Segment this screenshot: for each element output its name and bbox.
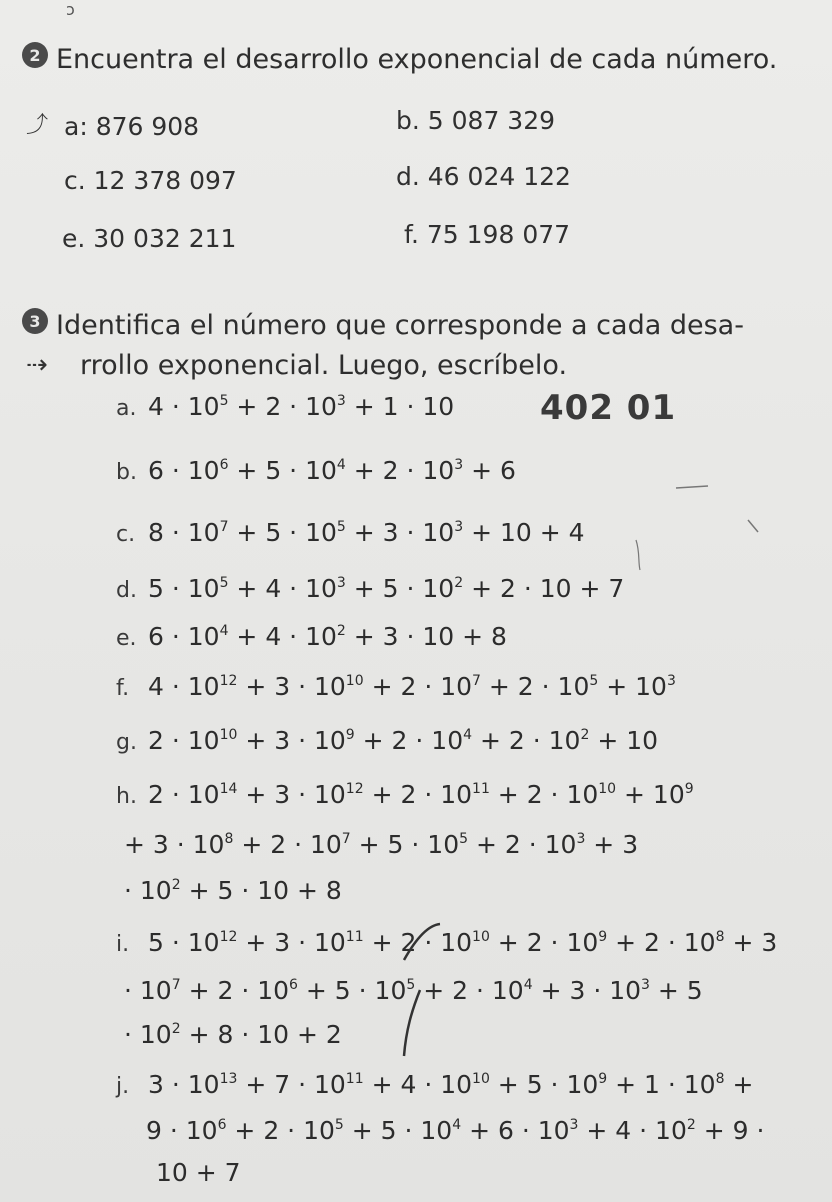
expression-text: · $10^7 + 2 \cdot 10^6 + 5 \cdot 10^5 + 2 \cdot 10^4 + 3 \cdot 10^3 + 5$ xyxy=(124,976,703,1005)
expression-text: $4 \cdot 10^{12} + 3 \cdot 10^{10} + 2 \cdot 10^7 + 2 \cdot 10^5 + 10^3$ xyxy=(148,672,676,701)
expression-text: + $3 \cdot 10^8 + 2 \cdot 10^7 + 5 \cdot 10^5 + 2 \cdot 10^3 + 3$ xyxy=(124,830,639,859)
number-item-c: c. 12 378 097 xyxy=(64,166,237,195)
expression-text: $8 \cdot 10^7 + 5 \cdot 10^5 + 3 \cdot 10^3 + 10 + 4$ xyxy=(148,518,585,547)
expression-label: j. xyxy=(116,1074,130,1099)
expression-text: $2 \cdot 10^{14} + 3 \cdot 10^{12} + 2 \cdot 10^{11} + 2 \cdot 10^{10} + 10^9$ xyxy=(148,780,694,809)
expression-label: e. xyxy=(116,626,137,651)
number-item-b: b. 5 087 329 xyxy=(396,106,556,135)
exercise-3-header xyxy=(22,306,796,386)
expression-text: · $10^2 + 8 \cdot 10 + 2$ xyxy=(124,1020,342,1049)
exercise-2-header xyxy=(22,40,796,80)
exercise-3-instruction-line2: rrollo exponencial. Luego, escríbelo. xyxy=(80,350,568,381)
expression-text: 10 + 7 xyxy=(156,1158,241,1187)
pencil-tick-icon: ⤴ xyxy=(26,113,49,138)
expression-label: g. xyxy=(116,730,137,755)
expression-text: $6 \cdot 10^4 + 4 \cdot 10^2 + 3 \cdot 10 + 8$ xyxy=(148,622,507,651)
number-item-d: d. 46 024 122 xyxy=(396,162,571,191)
expression-label: a. xyxy=(116,396,137,421)
expression-label: c. xyxy=(116,522,136,547)
exercise-number-badge: 2 xyxy=(22,42,48,68)
exercise-number-badge: 3 xyxy=(22,308,48,334)
expression-text: $5 \cdot 10^5 + 4 \cdot 10^3 + 5 \cdot 10^2 + 2 \cdot 10 + 7$ xyxy=(148,574,625,603)
expression-text: $3 \cdot 10^{13} + 7 \cdot 10^{11} + 4 \cdot 10^{10} + 5 \cdot 10^9 + 1 \cdot 10^8$ + xyxy=(148,1070,754,1099)
expression-text: · $10^2 + 5 \cdot 10 + 8$ xyxy=(124,876,342,905)
number-item-f: f. 75 198 077 xyxy=(404,220,571,249)
number-item-e: e. 30 032 211 xyxy=(62,224,237,253)
arrow-right-icon: ⇢ xyxy=(26,350,48,380)
expression-label: b. xyxy=(116,460,137,485)
expression-text: $9 \cdot 10^6 + 2 \cdot 10^5 + 5 \cdot 10^4 + 6 \cdot 10^3 + 4 \cdot 10^2 + 9$ · xyxy=(146,1116,765,1145)
expression-text: $6 \cdot 10^6 + 5 \cdot 10^4 + 2 \cdot 10^3 + 6$ xyxy=(148,456,516,485)
expression-text: $2 \cdot 10^{10} + 3 \cdot 10^9 + 2 \cdot 10^4 + 2 \cdot 10^2 + 10$ xyxy=(148,726,659,755)
exercise-2-instruction: Encuentra el desarrollo exponencial de cada número. xyxy=(56,44,778,75)
expression-label: h. xyxy=(116,784,137,809)
expression-label: i. xyxy=(116,932,130,957)
expression-label: f. xyxy=(116,676,130,701)
exercise-3-instruction-line1: Identifica el número que corresponde a cada desa- xyxy=(56,310,744,341)
expression-label: d. xyxy=(116,578,137,603)
handwritten-answer: 402 01 xyxy=(540,388,677,428)
expression-text: $5 \cdot 10^{12} + 3 \cdot 10^{11} + 2 \cdot 10^{10} + 2 \cdot 10^9 + 2 \cdot 10^8 + 3$ xyxy=(148,928,778,957)
page-top-mark: ͻ xyxy=(66,0,75,19)
expression-text: $4 \cdot 10^5 + 2 \cdot 10^3 + 1 \cdot 10$ xyxy=(148,392,455,421)
number-item-a: a: 876 908 xyxy=(64,112,200,141)
